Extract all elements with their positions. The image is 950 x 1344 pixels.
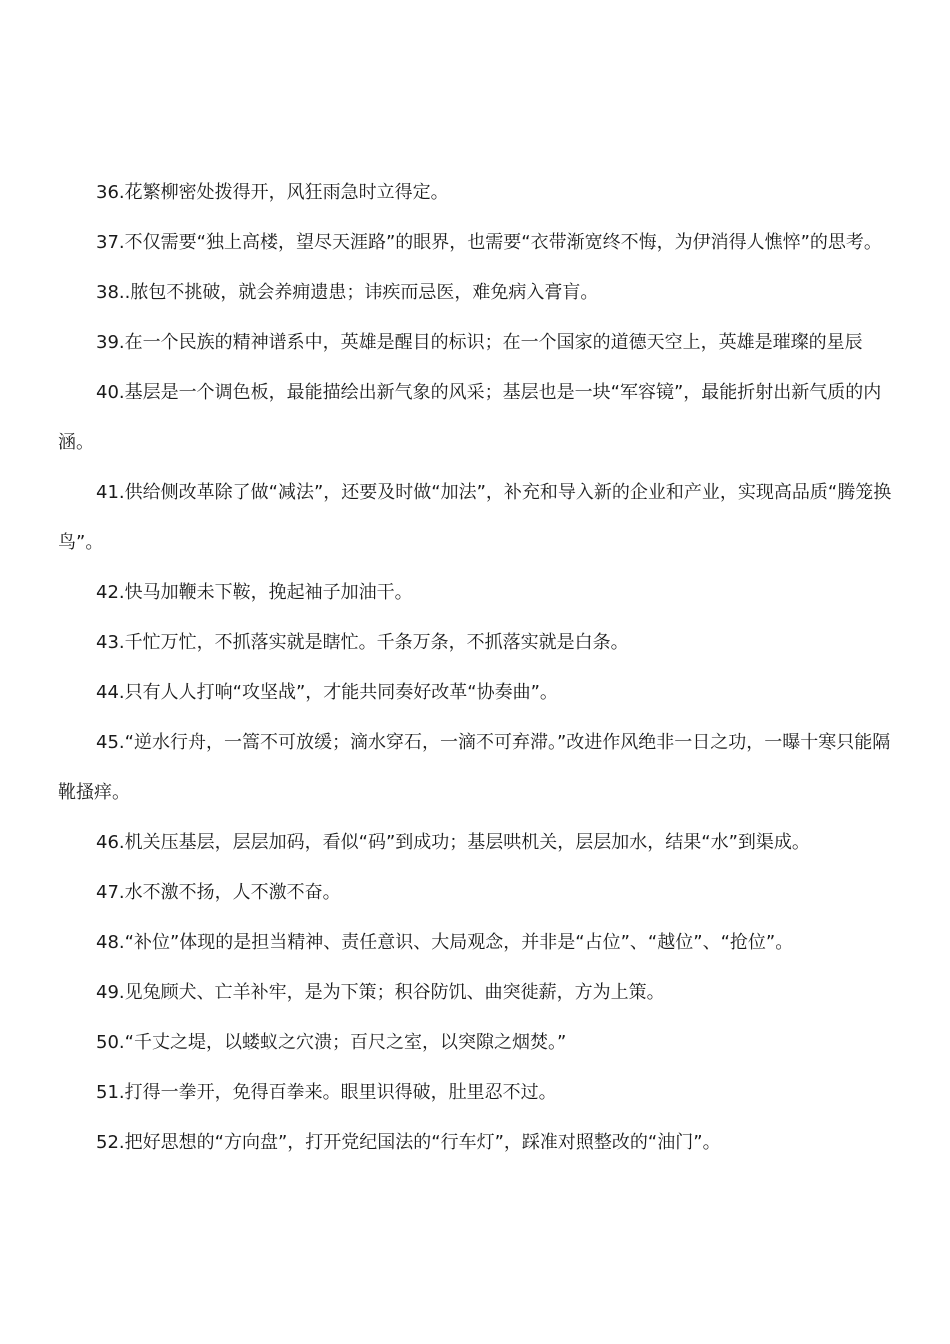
list-item: 36.花繁柳密处拨得开，风狂雨急时立得定。 bbox=[96, 182, 449, 203]
document-body bbox=[58, 168, 896, 1168]
list-item: 44.只有人人打响“攻坚战”，才能共同奏好改革“协奏曲”。 bbox=[96, 682, 558, 703]
list-item: 47.水不激不扬，人不激不奋。 bbox=[96, 882, 341, 903]
list-item: 50.“千丈之堤，以蝼蚁之穴溃；百尺之室，以突隙之烟焚。” bbox=[96, 1032, 567, 1053]
list-item: 49.见兔顾犬、亡羊补牢，是为下策；积谷防饥、曲突徙薪，方为上策。 bbox=[96, 982, 665, 1003]
list-item: 43.千忙万忙，不抓落实就是瞎忙。千条万条，不抓落实就是白条。 bbox=[96, 632, 629, 653]
list-item: 48.“补位”体现的是担当精神、责任意识、大局观念，并非是“占位”、“越位”、“抢位”。 bbox=[96, 932, 794, 953]
list-item: 40.基层是一个调色板，最能描绘出新气象的风采；基层也是一块“军容镜”，最能折射出新气质的内涵。 bbox=[58, 382, 882, 453]
list-item: 42.快马加鞭未下鞍，挽起袖子加油干。 bbox=[96, 582, 413, 603]
list-item: 46.机关压基层，层层加码，看似“码”到成功；基层哄机关，层层加水，结果“水”到渠成。 bbox=[96, 832, 810, 853]
list-item: 39.在一个民族的精神谱系中，英雄是醒目的标识；在一个国家的道德天空上，英雄是璀璨的星辰 bbox=[96, 332, 863, 353]
list-item: 45.“逆水行舟，一篙不可放缓；滴水穿石，一滴不可弃滞。”改进作风绝非一日之功，一曝十寒只能隔靴搔痒。 bbox=[58, 732, 891, 803]
list-item: 52.把好思想的“方向盘”，打开党纪国法的“行车灯”，踩准对照整改的“油门”。 bbox=[96, 1132, 721, 1153]
list-item: 51.打得一拳开，免得百拳来。眼里识得破，肚里忍不过。 bbox=[96, 1082, 557, 1103]
list-item: 37.不仅需要“独上高楼，望尽天涯路”的眼界，也需要“衣带渐宽终不悔，为伊消得人憔悴”的思考。 bbox=[96, 232, 882, 253]
list-item: 41.供给侧改革除了做“减法”，还要及时做“加法”，补充和导入新的企业和产业，实现高品质“腾笼换鸟”。 bbox=[58, 482, 892, 553]
list-item: 38..脓包不挑破，就会养痈遗患；讳疾而忌医，难免病入膏肓。 bbox=[96, 282, 599, 303]
